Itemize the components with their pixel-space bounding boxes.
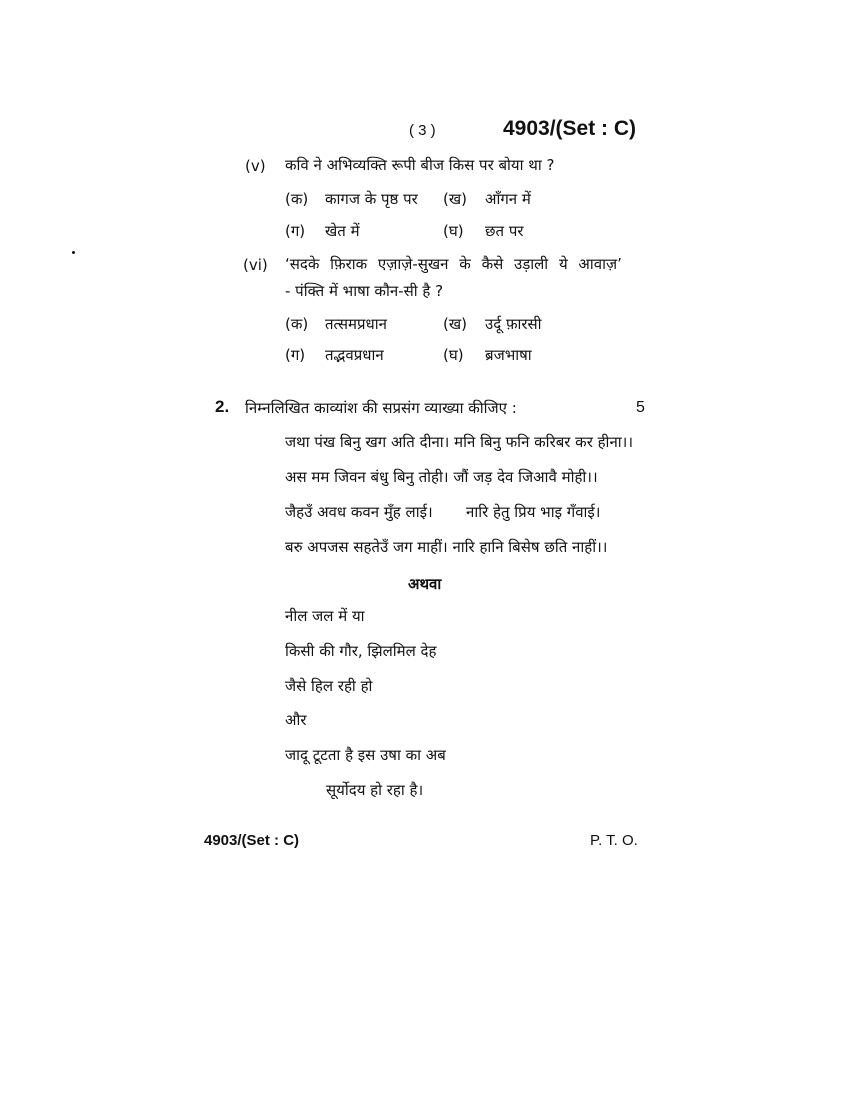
verse1-line-4: बरु अपजस सहतेउँ जग माहीं। नारि हानि बिसेष छति नाहीं।।	[285, 538, 608, 556]
margin-dot	[72, 251, 75, 254]
verse2-line-5: जादू टूटता है इस उषा का अब	[285, 746, 446, 764]
verse1-line-3: जैहउँ अवध कवन मुँह लाई। नारि हेतु प्रिय भाइ गँवाई।	[285, 503, 601, 521]
option-ka-key: (क)	[285, 190, 309, 208]
option-ga-text: खेत में	[325, 222, 360, 240]
verse1-line-2: अस मम जिवन बंधु बिनु तोही। जौं जड़ देव जिआवै मोही।।	[285, 468, 598, 486]
question-2-marks: 5	[636, 399, 645, 416]
question-v-label: (v)	[245, 157, 266, 175]
option-vi-ga-text: तद्भवप्रधान	[325, 346, 384, 364]
page-number: ( 3 )	[409, 122, 436, 139]
option-gha-key: (घ)	[443, 222, 464, 240]
option-vi-ga-key: (ग)	[285, 346, 306, 364]
verse2-line-3: जैसे हिल रही हो	[285, 677, 373, 695]
verse2-line-1: नील जल में या	[285, 607, 365, 625]
pto-label: P. T. O.	[590, 832, 638, 849]
option-ga-key: (ग)	[285, 222, 306, 240]
verse1-line-1: जथा पंख बिनु खग अति दीना। मनि बिनु फनि करिबर कर हीना।।	[285, 433, 634, 451]
option-kha-key: (ख)	[443, 190, 467, 208]
question-vi-text-line2: - पंक्ति में भाषा कौन-सी है ?	[285, 282, 444, 300]
paper-code-footer: 4903/(Set : C)	[204, 832, 300, 849]
or-label: अथवा	[408, 575, 442, 593]
paper-code-header: 4903/(Set : C)	[503, 117, 637, 140]
verse2-line-6: सूर्योदय हो रहा है।	[326, 781, 424, 799]
option-vi-ka-key: (क)	[285, 315, 309, 333]
option-vi-kha-text: उर्दू फ़ारसी	[485, 315, 542, 333]
option-vi-gha-text: ब्रजभाषा	[485, 346, 532, 364]
question-2-instruction: निम्नलिखित काव्यांश की सप्रसंग व्याख्या कीजिए :	[245, 399, 517, 417]
option-kha-text: आँगन में	[485, 190, 531, 208]
option-ka-text: कागज के पृष्ठ पर	[325, 190, 418, 208]
option-gha-text: छत पर	[485, 222, 524, 240]
question-2-number: 2.	[215, 397, 230, 416]
question-vi-text-line1: ‘सदके फ़िराक एज़ाज़े-सुखन के कैसे उड़ाली ये आवाज़’	[285, 255, 622, 273]
verse2-line-2: किसी की गौर, झिलमिल देह	[285, 642, 437, 660]
question-vi-label: (vi)	[243, 256, 268, 274]
question-v-text: कवि ने अभिव्यक्ति रूपी बीज किस पर बोया था ?	[285, 156, 555, 174]
option-vi-ka-text: तत्समप्रधान	[325, 315, 387, 333]
verse2-line-4: और	[285, 711, 307, 729]
option-vi-gha-key: (घ)	[443, 346, 464, 364]
option-vi-kha-key: (ख)	[443, 315, 467, 333]
